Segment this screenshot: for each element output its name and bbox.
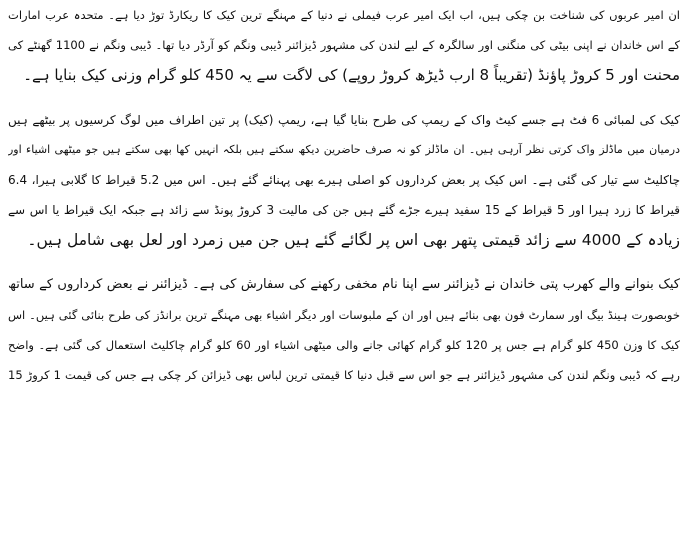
article-body bbox=[8, 0, 680, 390]
text-line: قیراط کا زرد ہیرا اور 5 قیراط کے 15 سفید ہیرے جڑے گئے ہیں جن کی مالیت 3 کروڑ پونڈ سے زائد ہے جبکہ ایک قیراط یا اس سے bbox=[8, 203, 680, 217]
text-line: چاکلیٹ سے تیار کی گئی ہے۔ اس کیک پر بعض کرداروں کو اصلی ہیرے بھی پہنائے گئے ہیں۔ اس میں 5.2 قیراط کا گلابی ہیرا، 6.4 bbox=[8, 173, 680, 187]
text-line: درمیان میں ماڈلز واک کرتی نظر آرہی ہیں۔ ان ماڈلز کو نہ صرف حاضرین دیکھ سکتے ہیں بلکہ انہیں کھا بھی سکتے ہیں جو میٹھی اشیاء اور bbox=[8, 143, 680, 156]
text-line: کیک کی لمبائی 6 فٹ ہے جسے کیٹ واک کے ریمپ کی طرح بنایا گیا ہے، ریمپ (کیک) پر تین اطراف میں لوگ کرسیوں پر بیٹھے ہیں bbox=[8, 113, 680, 127]
text-line: کیک کا وزن 450 کلو گرام ہے جس پر 120 کلو گرام کھائی جانے والی میٹھی اشیاء اور 60 کلو گرام چاکلیٹ استعمال کی گئی ہے۔ واضح bbox=[8, 338, 680, 352]
text-line: خوبصورت ہینڈ بیگ اور سمارٹ فون بھی بنائے ہیں اور ان کے ملبوسات اور دیگر اشیاء بھی مہنگے ترین برانڈز کی طرح بنائی گئی ہیں۔ اس bbox=[8, 308, 680, 322]
text-line: زیادہ کے 4000 سے زائد قیمتی پتھر بھی اس پر لگائے گئے ہیں جن میں زمرد اور لعل بھی شامل ہیں۔ bbox=[27, 231, 680, 249]
text-line: رہے کہ ڈیبی ونگم لندن کی مشہور ڈیزائنر ہے جو اس سے قبل دنیا کا قیمتی ترین لباس بھی ڈیزائن کر چکی ہے جس کی قیمت 1 کروڑ 15 bbox=[8, 368, 680, 382]
paragraph-3 bbox=[8, 270, 680, 390]
text-line: کے اس خاندان نے اپنی بیٹی کی منگنی اور سالگرہ کے لیے لندن کی مشہور ڈیزائنر ڈیبی ونگم کو آرڈر دیا تھا۔ ڈیبی ونگم نے 1100 گھنٹے کی bbox=[8, 38, 680, 52]
paragraph-gap bbox=[8, 90, 680, 105]
paragraph-gap bbox=[8, 255, 680, 270]
paragraph-1 bbox=[8, 0, 680, 90]
text-line: ان امیر عربوں کی شناخت بن چکی ہیں، اب ایک امیر عرب فیملی نے دنیا کے مہنگے ترین کیک کا ریکارڈ توڑ دیا ہے۔ متحدہ عرب امارات bbox=[8, 8, 680, 22]
text-line: محنت اور 5 کروڑ پاؤنڈ (تقریباً 8 ارب ڈیڑھ کروڑ روپے) کی لاگت سے یہ 450 کلو گرام وزنی کیک بنایا ہے۔ bbox=[23, 66, 680, 84]
paragraph-2 bbox=[8, 105, 680, 255]
text-line: کیک بنوانے والے کھرب پتی خاندان نے ڈیزائنر سے اپنا نام مخفی رکھنے کی سفارش کی ہے۔ ڈیزائنر نے بعض کرداروں کے ساتھ bbox=[8, 277, 680, 292]
